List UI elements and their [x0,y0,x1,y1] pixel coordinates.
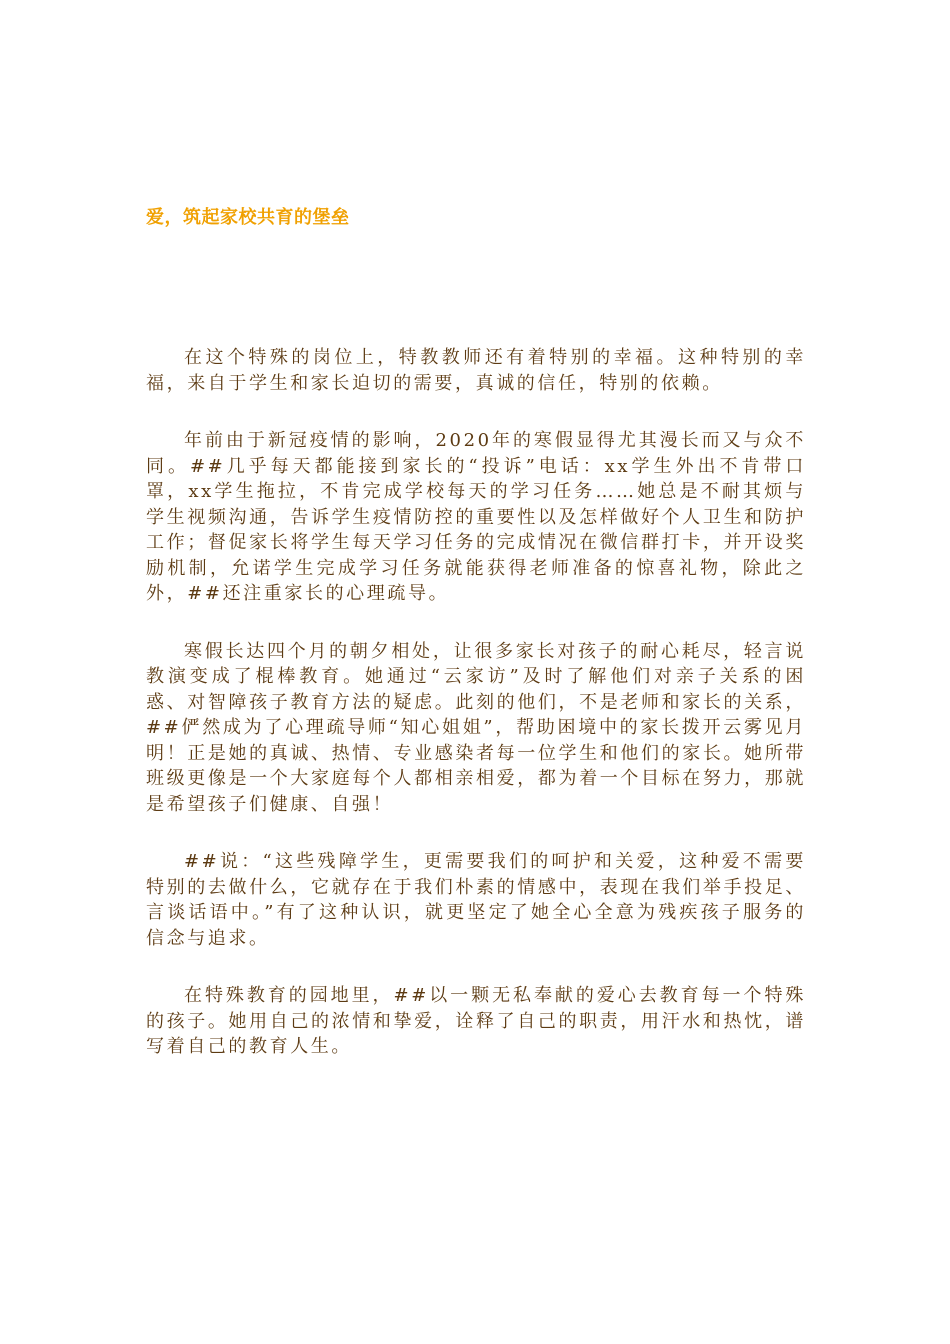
paragraph-3: 寒假长达四个月的朝夕相处，让很多家长对孩子的耐心耗尽，轻言说教演变成了棍棒教育。她通过“云家访”及时了解他们对亲子关系的困惑、对智障孩子教育方法的疑虑。此刻的他们，不是老师和家长的关系，##俨然成为了心理疏导师“知心姐姐”，帮助困境中的家长拨开云雾见月明！正是她的真诚、热情、专业感染者每一位学生和他们的家长。她所带班级更像是一个大家庭每个人都相亲相爱，都为着一个目标在努力，那就是希望孩子们健康、自强！ [146,640,806,815]
paragraph-2: 年前由于新冠疫情的影响，2020年的寒假显得尤其漫长而又与众不同。##几乎每天都能接到家长的“投诉”电话：xx学生外出不肯带口罩，xx学生拖拉，不肯完成学校每天的学习任务……她总是不耐其烦与学生视频沟通，告诉学生疫情防控的重要性以及怎样做好个人卫生和防护工作；督促家长将学生每天学习任务的完成情况在微信群打卡，并开设奖励机制，允诺学生完成学习任务就能获得老师准备的惊喜礼物，除此之外，##还注重家长的心理疏导。 [146,430,806,604]
paragraph-1: 在这个特殊的岗位上，特教教师还有着特别的幸福。这种特别的幸福，来自于学生和家长迫切的需要，真诚的信任，特别的依赖。 [146,347,806,394]
paragraph-4: ##说：“这些残障学生，更需要我们的呵护和关爱，这种爱不需要特别的去做什么，它就存在于我们朴素的情感中，表现在我们举手投足、言谈话语中。”有了这种认识，就更坚定了她全心全意为残疾孩子服务的信念与追求。 [146,851,806,949]
document-title: 爱，筑起家校共育的堡垒 [146,207,350,228]
document-body [146,345,806,1092]
paragraph-5: 在特殊教育的园地里，##以一颗无私奉献的爱心去教育每一个特殊的孩子。她用自己的浓情和挚爱，诠释了自己的职责，用汗水和热忱，谱写着自己的教育人生。 [146,985,806,1057]
